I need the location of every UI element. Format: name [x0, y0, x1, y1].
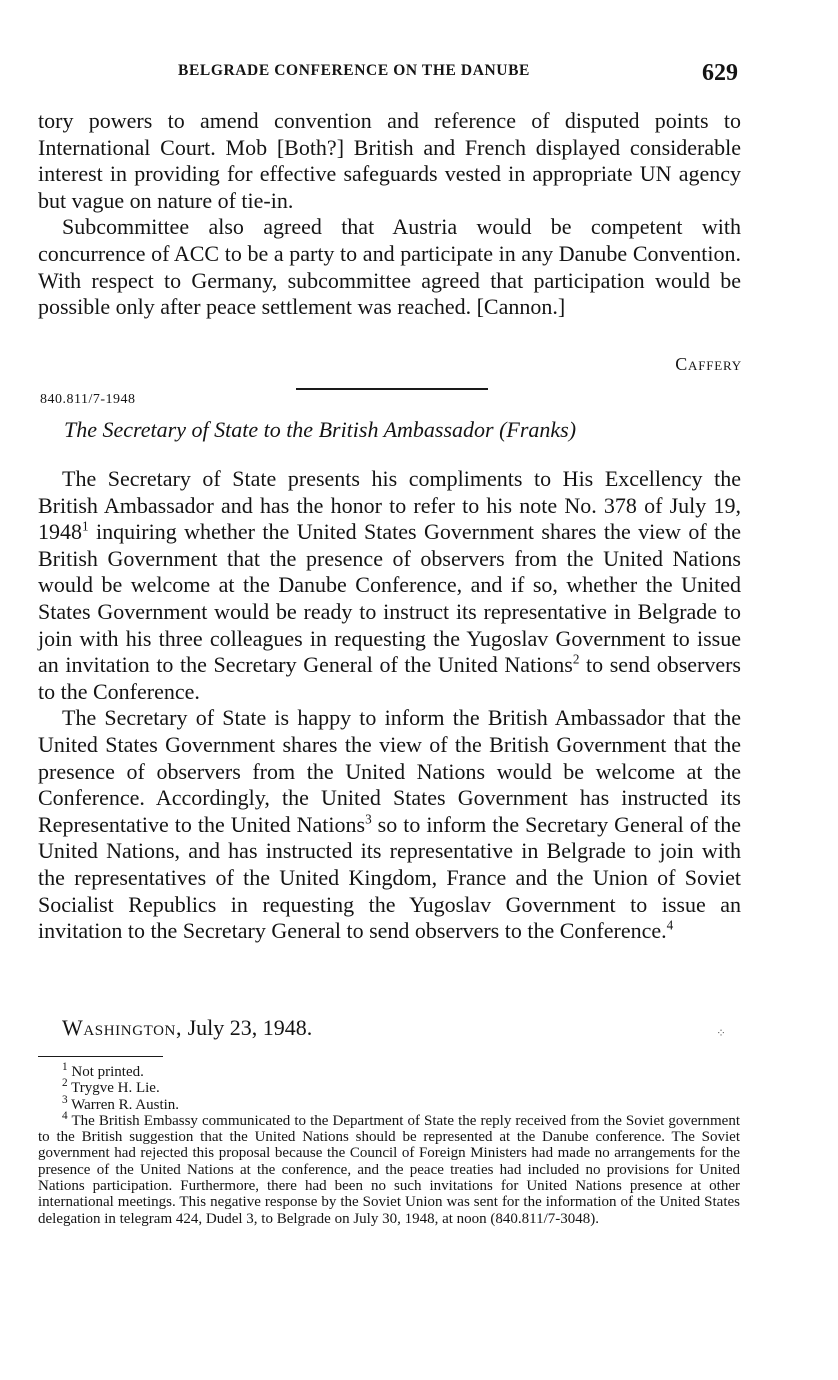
footnote-text: Warren R. Austin.	[71, 1096, 180, 1113]
note-text: so to inform the Secretary General of the United Nations, and has instructed its representative in Belgrade to join with the representatives of the United Kingdom, France and the Union of Soviet Socialist Republics in requesting the Yugoslav Government to issue an invitation to the Secretary General to send observers to the Conference.	[38, 811, 742, 944]
footnotes	[38, 1061, 740, 1227]
footnote	[38, 1109, 740, 1227]
footnote	[38, 1093, 740, 1113]
footnote-text: Trygve H. Lie.	[71, 1080, 160, 1097]
note-paragraph	[38, 705, 741, 944]
note-text: to send observers to the Conference.	[38, 652, 741, 704]
note-paragraph	[38, 466, 741, 705]
footnote	[38, 1061, 740, 1080]
page-number: 629	[702, 60, 738, 86]
footnote-number: 4	[62, 1109, 68, 1122]
place-and-date	[62, 1015, 312, 1041]
date: July 23, 1948.	[187, 1015, 313, 1040]
footnote-text: The British Embassy communicated to the Department of State the reply received from the Soviet government to the British suggestion that the United Nations should be represented at the Danube conference. The Soviet government had rejected this proposal because the Council of Foreign Ministers had made no arrangements for the presence of the United Nations at the conference, and the peace treaties had included no provisions for United Nations participation. Furthermore, there had been no such invitations for United Nations presence at other international meetings. This negative response by the Soviet Union was sent for the information of the United States delegation in telegram 424, Dudel 3, to Belgrade on July 30, 1948, at noon (840.811/7-3048).	[38, 1112, 740, 1227]
running-head: BELGRADE CONFERENCE ON THE DANUBE	[178, 62, 530, 79]
footnote-rule	[38, 1056, 163, 1057]
continued-paragraph: Subcommittee also agreed that Austria would be competent with concurrence of ACC to be a party to and participate in any Danube Convention. With respect to Germany, subcommittee agreed that participation would be possible only after peace settlement was reached. [Cannon.]	[38, 214, 741, 320]
footnote-ref: 2	[572, 651, 580, 667]
note-text: The Secretary of State presents his compliments to His Excellency the British Ambassador and has the honor to refer to his note No. 378 of July 19, 1948	[38, 466, 741, 545]
note-body	[38, 466, 741, 945]
signature-caffery: Caffery	[675, 354, 742, 374]
footnote	[38, 1077, 740, 1097]
note-text: inquiring whether the United States Government shares the view of the British Government that the presence of observers from the United Nations would be welcome at the Danube Conference, and if so, whether the United States Government would be ready to instruct its representative in Belgrade to join with his three colleagues in requesting the Yugoslav Government to issue an invitation to the Secretary General of the United Nations	[38, 519, 741, 678]
footnote-number: 2	[62, 1077, 68, 1090]
document-title: The Secretary of State to the British Ambassador (Franks)	[64, 417, 577, 442]
footnote-ref: 1	[82, 518, 89, 534]
stamp-mark: ⁘	[716, 1026, 727, 1040]
footnote-number: 1	[62, 1061, 68, 1073]
continued-telegram	[38, 108, 741, 321]
footnote-ref: 4	[666, 917, 674, 933]
place: Washington,	[62, 1015, 183, 1040]
file-number: 840.811/7-1948	[40, 392, 136, 407]
footnote-number: 3	[62, 1093, 68, 1106]
continued-paragraph: tory powers to amend convention and reference of disputed points to International Court. Mob [Both?] British and French displayed considerable interest in providing for effective safeguards vested in appropriate UN agency but vague on nature of tie-in.	[38, 108, 741, 213]
footnote-ref: 3	[365, 811, 372, 827]
section-divider	[296, 388, 488, 390]
footnote-text: Not printed.	[71, 1064, 144, 1080]
note-text: The Secretary of State is happy to inform the British Ambassador that the United States Government shares the view of the British Government that the presence of observers from the United Nations would be welcome at the Conference. Accordingly, the United States Government has instructed its Representative to the United Nations	[38, 705, 741, 837]
